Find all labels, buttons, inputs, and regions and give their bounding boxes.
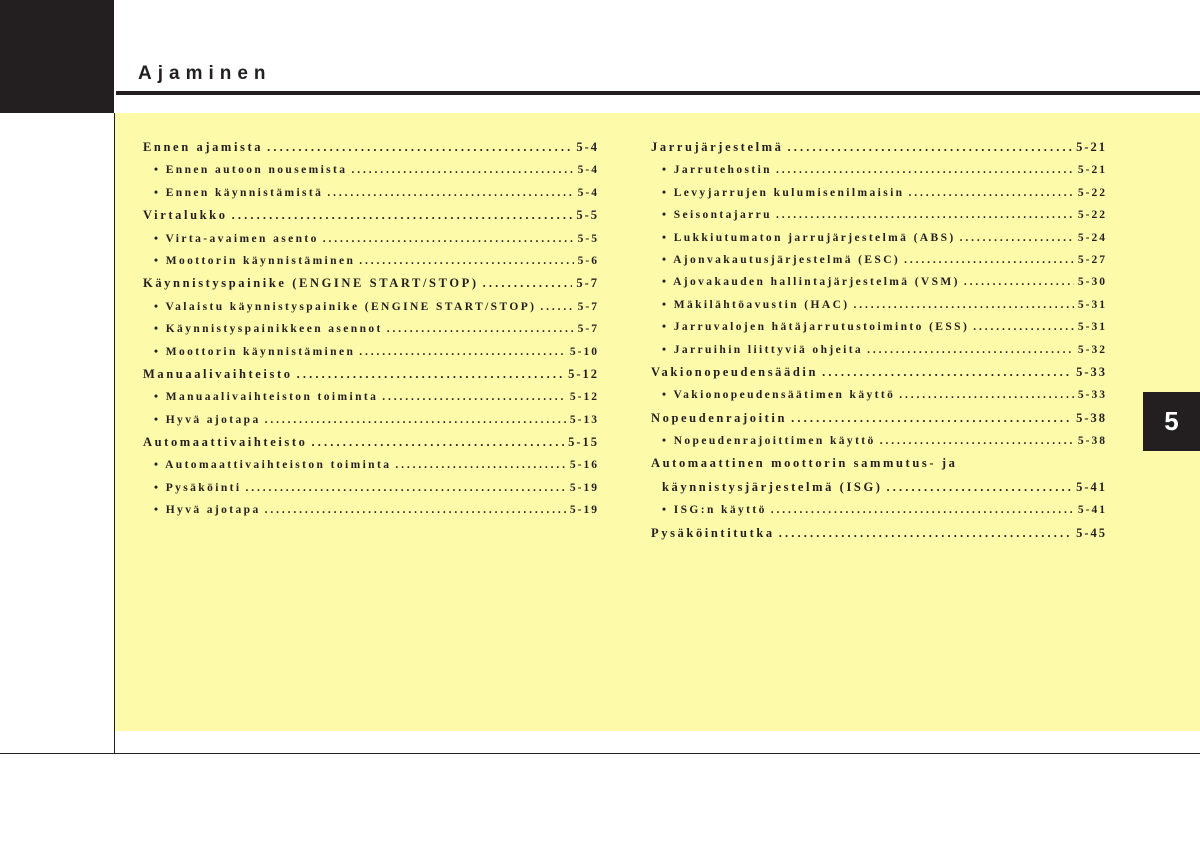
toc-entry-label: Vakionopeudensäädin: [651, 364, 819, 379]
toc-column-left: [143, 136, 599, 522]
chapter-tab[interactable]: 5: [1143, 392, 1200, 451]
toc-entry-label: Jarrujärjestelmä: [651, 140, 784, 154]
toc-entry-label: • Levyjarrujen kulumisenilmaisin: [662, 186, 905, 199]
toc-entry-page: 5-38: [1076, 410, 1107, 425]
toc-entry-page: 5-15: [568, 435, 599, 450]
toc-entry-label: • Ajonvakautusjärjestelmä (ESC): [662, 253, 901, 266]
toc-entry[interactable]: [143, 431, 599, 454]
corner-block: [0, 0, 114, 113]
toc-entry-page: 5-21: [1077, 164, 1107, 177]
toc-entry[interactable]: [651, 136, 1107, 159]
toc-entry-label: • Automaattivaihteiston toiminta: [154, 459, 392, 472]
toc-entry[interactable]: [143, 182, 599, 204]
toc-dot-leader: [387, 318, 574, 340]
toc-entry[interactable]: [143, 204, 599, 227]
toc-entry-page: 5-7: [577, 300, 599, 313]
toc-entry-page: 5-16: [569, 459, 599, 472]
toc-entry-label: Käynnistyspainike (ENGINE START/STOP): [143, 276, 479, 291]
toc-entry-page: 5-22: [1077, 186, 1107, 199]
toc-entry-label: • Jarrutehostin: [662, 164, 772, 177]
margin-line: [114, 113, 115, 754]
toc-dot-leader: [887, 476, 1073, 499]
toc-dot-leader: [904, 249, 1074, 271]
toc-entry[interactable]: [143, 250, 599, 272]
toc-entry-label: Nopeudenrajoitin: [651, 410, 788, 425]
toc-entry-page: 5-4: [577, 164, 599, 177]
toc-dot-leader: [908, 182, 1073, 204]
toc-dot-leader: [395, 454, 566, 476]
toc-dot-leader: [540, 296, 573, 318]
toc-entry[interactable]: [143, 272, 599, 295]
toc-entry-page: 5-24: [1077, 231, 1107, 244]
toc-entry[interactable]: [651, 316, 1107, 338]
toc-entry[interactable]: [143, 159, 599, 181]
toc-entry[interactable]: [651, 384, 1107, 406]
toc-entry-page: 5-38: [1077, 435, 1107, 448]
toc-entry-page: 5-7: [576, 276, 599, 291]
toc-dot-leader: [771, 499, 1074, 521]
toc-entry[interactable]: [143, 499, 599, 521]
toc-entry-label: käynnistysjärjestelmä (ISG): [662, 479, 883, 494]
toc-entry-label: • Mäkilähtöavustin (HAC): [662, 298, 850, 311]
toc-entry-page: 5-33: [1077, 389, 1107, 402]
toc-dot-leader: [382, 386, 566, 408]
toc-entry[interactable]: [651, 407, 1107, 430]
toc-entry-label: Pysäköintitutka: [651, 525, 775, 540]
toc-entry-page: 5-10: [569, 345, 599, 358]
toc-column-right: [651, 136, 1107, 545]
toc-entry-page: 5-13: [569, 413, 599, 426]
toc-entry[interactable]: [143, 318, 599, 340]
toc-entry[interactable]: [651, 339, 1107, 361]
toc-entry[interactable]: [651, 522, 1107, 545]
toc-entry-page: 5-22: [1077, 209, 1107, 222]
toc-entry-page: 5-41: [1076, 479, 1107, 494]
toc-entry-label: • ISG:n käyttö: [662, 504, 767, 517]
toc-entry[interactable]: [143, 228, 599, 250]
toc-entry-page: 5-41: [1077, 504, 1107, 517]
footer-rule: [0, 753, 1200, 754]
toc-dot-leader: [327, 182, 573, 204]
toc-entry-page: 5-19: [569, 504, 599, 517]
toc-entry-label: • Vakionopeudensäätimen käyttö: [662, 389, 896, 402]
toc-entry-page: 5-4: [576, 140, 599, 154]
toc-entry-page: 5-12: [569, 391, 599, 404]
toc-entry[interactable]: [651, 452, 1107, 475]
toc-entry-page: 5-6: [577, 254, 599, 267]
toc-entry-label: Virtalukko: [143, 208, 228, 223]
toc-entry[interactable]: [143, 477, 599, 499]
toc-entry-page: 5-4: [577, 186, 599, 199]
toc-entry-page: 5-12: [568, 366, 599, 381]
toc-entry[interactable]: [651, 499, 1107, 521]
toc-dot-leader: [960, 227, 1074, 249]
toc-entry-page: 5-31: [1077, 321, 1107, 334]
page-title: Ajaminen: [138, 63, 272, 84]
toc-dot-leader: [312, 431, 565, 454]
toc-dot-leader: [265, 499, 566, 521]
toc-entry[interactable]: [651, 249, 1107, 271]
toc-entry-page: 5-33: [1076, 364, 1107, 379]
toc-dot-leader: [776, 159, 1074, 181]
toc-dot-leader: [351, 159, 573, 181]
toc-entry-label: • Ennen autoon nousemista: [154, 164, 348, 177]
toc-entry[interactable]: [651, 361, 1107, 384]
toc-entry-label: • Moottorin käynnistäminen: [154, 345, 356, 358]
toc-entry-label: • Seisontajarru: [662, 209, 772, 222]
toc-entry-page: 5-19: [569, 481, 599, 494]
toc-entry-label: • Pysäköinti: [154, 481, 242, 494]
toc-entry-label: • Jarruihin liittyviä ohjeita: [662, 343, 864, 356]
toc-entry-label: • Manuaalivaihteiston toiminta: [154, 391, 379, 404]
toc-entry-label: • Jarruvalojen hätäjarrutustoiminto (ESS): [662, 321, 970, 334]
toc-entry[interactable]: [143, 136, 599, 159]
toc-entry-page: 5-7: [577, 323, 599, 336]
toc-entry-label: • Moottorin käynnistäminen: [154, 254, 356, 267]
toc-entry[interactable]: [651, 430, 1107, 452]
toc-entry[interactable]: [651, 294, 1107, 316]
toc-dot-leader: [964, 271, 1074, 293]
toc-dot-leader: [899, 384, 1074, 406]
toc-entry-label: Ennen ajamista: [143, 140, 264, 154]
toc-entry[interactable]: [651, 204, 1107, 226]
toc-entry-page: 5-27: [1077, 253, 1107, 266]
toc-entry[interactable]: [651, 159, 1107, 181]
toc-entry[interactable]: [143, 363, 599, 386]
toc-entry-label: • Valaistu käynnistyspainike (ENGINE START/STOP): [154, 300, 537, 313]
toc-dot-leader: [880, 430, 1074, 452]
toc-entry-label: Automaattivaihteisto: [143, 435, 308, 450]
toc-entry-label: • Käynnistyspainikkeen asennot: [154, 323, 383, 336]
toc-entry[interactable]: [651, 476, 1107, 499]
toc-entry[interactable]: [143, 386, 599, 408]
toc-entry[interactable]: [651, 227, 1107, 249]
toc-dot-leader: [359, 341, 566, 363]
toc-dot-leader: [854, 294, 1074, 316]
toc-entry-page: 5-31: [1077, 298, 1107, 311]
toc-entry-label: • Ennen käynnistämistä: [154, 186, 324, 199]
toc-entry-page: 5-5: [577, 232, 599, 245]
toc-entry[interactable]: [143, 409, 599, 431]
toc-dot-leader: [297, 363, 564, 386]
toc-entry-page: 5-30: [1077, 276, 1107, 289]
toc-dot-leader: [483, 272, 573, 295]
toc-dot-leader: [267, 136, 572, 159]
toc-entry[interactable]: [651, 182, 1107, 204]
toc-dot-leader: [776, 204, 1074, 226]
toc-entry-label: • Nopeudenrajoittimen käyttö: [662, 435, 876, 448]
toc-dot-leader: [323, 228, 574, 250]
toc-entry-label: Manuaalivaihteisto: [143, 366, 293, 381]
toc-entry-label: • Ajovakauden hallintajärjestelmä (VSM): [662, 276, 960, 289]
toc-entry[interactable]: [143, 454, 599, 476]
toc-entry-page: 5-32: [1077, 343, 1107, 356]
toc-dot-leader: [359, 250, 573, 272]
toc-entry[interactable]: [143, 296, 599, 318]
toc-dot-leader: [822, 361, 1072, 384]
toc-entry-label: • Hyvä ajotapa: [154, 413, 261, 426]
toc-dot-leader: [265, 409, 566, 431]
header-rule: [116, 91, 1200, 95]
toc-entry-page: 5-5: [576, 208, 599, 223]
toc-entry-label: • Hyvä ajotapa: [154, 504, 261, 517]
toc-dot-leader: [973, 316, 1074, 338]
toc-entry-label: • Virta-avaimen asento: [154, 232, 319, 245]
toc-entry-label: • Lukkiutumaton jarrujärjestelmä (ABS): [662, 231, 956, 244]
toc-dot-leader: [779, 522, 1072, 545]
toc-entry-page: 5-21: [1076, 140, 1107, 154]
toc-entry-page: 5-45: [1076, 525, 1107, 540]
toc-dot-leader: [245, 477, 565, 499]
toc-dot-leader: [867, 339, 1074, 361]
toc-dot-leader: [791, 407, 1072, 430]
toc-dot-leader: [788, 136, 1073, 159]
toc-entry-label: Automaattinen moottorin sammutus- ja: [651, 456, 958, 471]
toc-entry[interactable]: [143, 341, 599, 363]
toc-entry[interactable]: [651, 271, 1107, 293]
toc-dot-leader: [232, 204, 573, 227]
